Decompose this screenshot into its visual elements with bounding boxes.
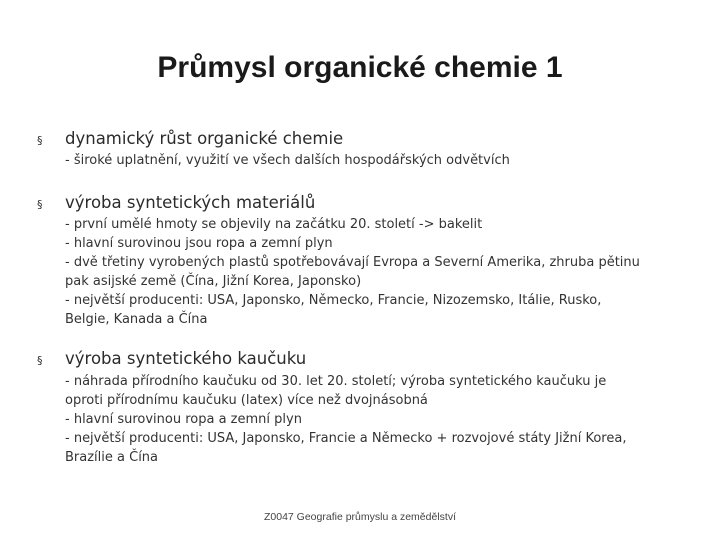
detail-line: Belgie, Kanada a Čína: [65, 312, 208, 327]
section-heading: výroba syntetických materiálů: [65, 193, 316, 212]
section-details: [65, 151, 695, 170]
detail-line: - největší producenti: USA, Japonsko, Francie a Německo + rozvojové státy Jižní Korea,: [65, 431, 627, 446]
bullet-marker: §: [37, 134, 43, 147]
detail-line: - hlavní surovinou jsou ropa a zemní plyn: [65, 236, 333, 251]
detail-line: - dvě třetiny vyrobených plastů spotřebovávají Evropa a Severní Amerika, zhruba pětinu: [65, 255, 640, 270]
detail-line: - hlavní surovinou ropa a zemní plyn: [65, 412, 302, 427]
section-heading: výroba syntetického kaučuku: [65, 349, 307, 368]
slide-title: Průmysl organické chemie 1: [157, 51, 563, 84]
detail-line: - první umělé hmoty se objevily na začátku 20. století -> bakelit: [65, 217, 483, 232]
bullet-marker: §: [37, 198, 43, 211]
detail-line: Brazílie a Čína: [65, 450, 159, 465]
detail-line: - široké uplatnění, využití ve všech dalších hospodářských odvětvích: [65, 153, 510, 168]
bullet-marker: §: [37, 354, 43, 367]
section-details: [65, 215, 695, 329]
section-details: [65, 372, 695, 467]
detail-line: pak asijské země (Čína, Jižní Korea, Japonsko): [65, 274, 362, 289]
detail-line: - největší producenti: USA, Japonsko, Německo, Francie, Nizozemsko, Itálie, Rusko,: [65, 293, 602, 308]
detail-line: oproti přírodnímu kaučuku (latex) více než dvojnásobná: [65, 393, 428, 408]
detail-line: - náhrada přírodního kaučuku od 30. let 20. století; výroba syntetického kaučuku je: [65, 374, 607, 389]
slide-footer: Z0047 Geografie průmyslu a zemědělství: [263, 511, 456, 523]
section-heading: dynamický růst organické chemie: [65, 129, 344, 148]
